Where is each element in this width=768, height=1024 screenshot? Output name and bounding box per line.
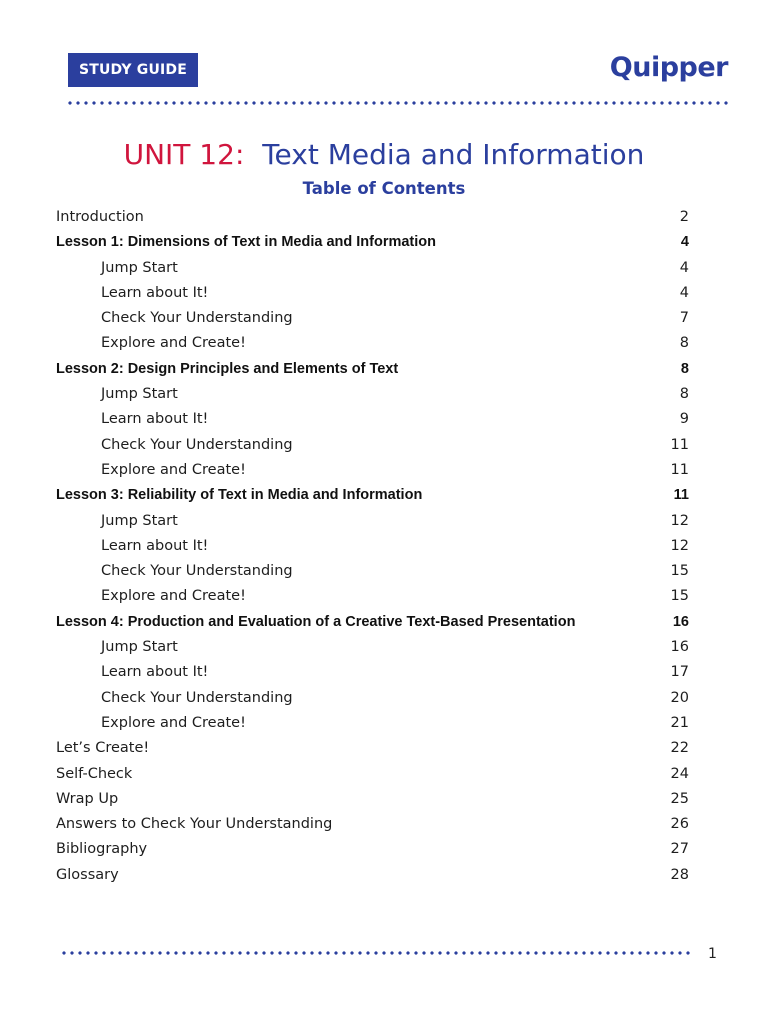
toc-entry-label: Explore and Create! — [101, 588, 246, 605]
toc-entry[interactable] — [56, 458, 689, 483]
toc-entry[interactable] — [56, 837, 689, 862]
toc-entry-page: 12 — [670, 512, 689, 529]
toc-entry-label: Lesson 2: Design Principles and Elements of Text — [56, 360, 399, 377]
toc-entry[interactable] — [56, 306, 689, 331]
toc-entry[interactable] — [56, 534, 689, 559]
toc-entry[interactable] — [56, 610, 689, 635]
toc-entry-page: 11 — [670, 436, 689, 453]
toc-entry-page: 4 — [680, 234, 689, 251]
toc-entry-page: 7 — [679, 310, 689, 327]
toc-entry-page: 8 — [680, 360, 689, 377]
toc-entry[interactable] — [56, 736, 689, 761]
toc-entry[interactable] — [56, 433, 689, 458]
toc-entry-page: 4 — [679, 284, 689, 301]
toc-entry-label: Self-Check — [56, 765, 133, 782]
toc-entry-page: 8 — [679, 335, 689, 352]
toc-entry[interactable] — [56, 256, 689, 281]
toc-entry[interactable] — [56, 230, 689, 255]
toc-entry-label: Jump Start — [101, 386, 178, 403]
toc-entry-label: Let’s Create! — [56, 740, 150, 757]
study-guide-badge: STUDY GUIDE — [68, 53, 198, 87]
toc-entry[interactable] — [56, 331, 689, 356]
toc-entry-label: Bibliography — [56, 841, 148, 858]
toc-entry-label: Jump Start — [101, 512, 178, 529]
toc-entry[interactable] — [56, 686, 689, 711]
top-dotted-divider — [66, 101, 730, 105]
toc-entry-page: 16 — [672, 613, 689, 630]
toc-entry-label: Jump Start — [101, 259, 178, 276]
toc-entry-page: 27 — [670, 841, 689, 858]
toc-entry[interactable] — [56, 357, 689, 382]
toc-entry-label: Glossary — [56, 866, 119, 883]
toc-entry-label: Learn about It! — [101, 284, 209, 301]
toc-entry-page: 26 — [670, 816, 689, 833]
toc-entry[interactable] — [56, 812, 689, 837]
toc-entry-page: 11 — [673, 487, 689, 504]
toc-entry-label: Wrap Up — [56, 790, 119, 807]
toc-entry-page: 25 — [670, 790, 689, 807]
toc-entry-page: 28 — [670, 866, 689, 883]
toc-entry-label: Jump Start — [101, 639, 178, 656]
toc-entry-label: Answers to Check Your Understanding — [56, 816, 333, 833]
toc-entry-page: 20 — [670, 689, 689, 706]
toc-entry[interactable] — [56, 660, 689, 685]
toc-entry-label: Learn about It! — [101, 664, 209, 681]
page-title — [0, 138, 768, 171]
quipper-logo: Quipper — [609, 52, 728, 83]
toc-entry-page: 15 — [670, 563, 689, 580]
page-number: 1 — [708, 946, 717, 962]
toc-entry-page: 24 — [670, 765, 689, 782]
toc-entry-label: Lesson 3: Reliability of Text in Media and Information — [56, 487, 423, 504]
toc-entry-page: 12 — [670, 537, 689, 554]
toc-entry-label: Learn about It! — [101, 411, 209, 428]
toc-entry[interactable] — [56, 559, 689, 584]
toc-entry[interactable] — [56, 281, 689, 306]
toc-entry[interactable] — [56, 863, 689, 888]
toc-entry-label: Lesson 4: Production and Evaluation of a Creative Text-Based Presentation — [56, 613, 576, 630]
toc-entry-label: Explore and Create! — [101, 714, 246, 731]
toc-entry-label: Check Your Understanding — [101, 436, 293, 453]
toc-entry-page: 2 — [679, 209, 689, 225]
toc-entry-page: 16 — [670, 639, 689, 656]
toc-entry-page: 21 — [670, 714, 689, 731]
unit-number: UNIT 12: — [123, 138, 245, 171]
toc-entry[interactable] — [56, 762, 689, 787]
toc-entry-page: 11 — [670, 461, 689, 478]
toc-entry-label: Introduction — [56, 209, 144, 225]
toc-entry-label: Lesson 1: Dimensions of Text in Media and Information — [56, 234, 436, 251]
toc-entry-label: Check Your Understanding — [101, 310, 293, 327]
toc-entry[interactable] — [56, 787, 689, 812]
bottom-dotted-divider — [60, 951, 692, 955]
toc-entry[interactable] — [56, 584, 689, 609]
toc-entry-page: 4 — [679, 259, 689, 276]
toc-entry-label: Learn about It! — [101, 537, 209, 554]
toc-entry[interactable] — [56, 483, 689, 508]
toc-entry-label: Check Your Understanding — [101, 689, 293, 706]
table-of-contents — [56, 205, 689, 888]
toc-entry[interactable] — [56, 407, 689, 432]
toc-entry-page: 8 — [679, 386, 689, 403]
toc-entry-label: Explore and Create! — [101, 461, 246, 478]
toc-entry[interactable] — [56, 509, 689, 534]
toc-entry[interactable] — [56, 635, 689, 660]
unit-name: Text Media and Information — [262, 138, 645, 171]
toc-entry[interactable] — [56, 382, 689, 407]
toc-entry[interactable] — [56, 711, 689, 736]
toc-entry-page: 9 — [679, 411, 689, 428]
toc-heading: Table of Contents — [302, 179, 466, 198]
toc-entry-label: Check Your Understanding — [101, 563, 293, 580]
toc-entry-page: 22 — [670, 740, 689, 757]
toc-entry-page: 17 — [670, 664, 689, 681]
toc-entry-page: 15 — [670, 588, 689, 605]
toc-entry[interactable] — [56, 205, 689, 230]
toc-entry-label: Explore and Create! — [101, 335, 246, 352]
